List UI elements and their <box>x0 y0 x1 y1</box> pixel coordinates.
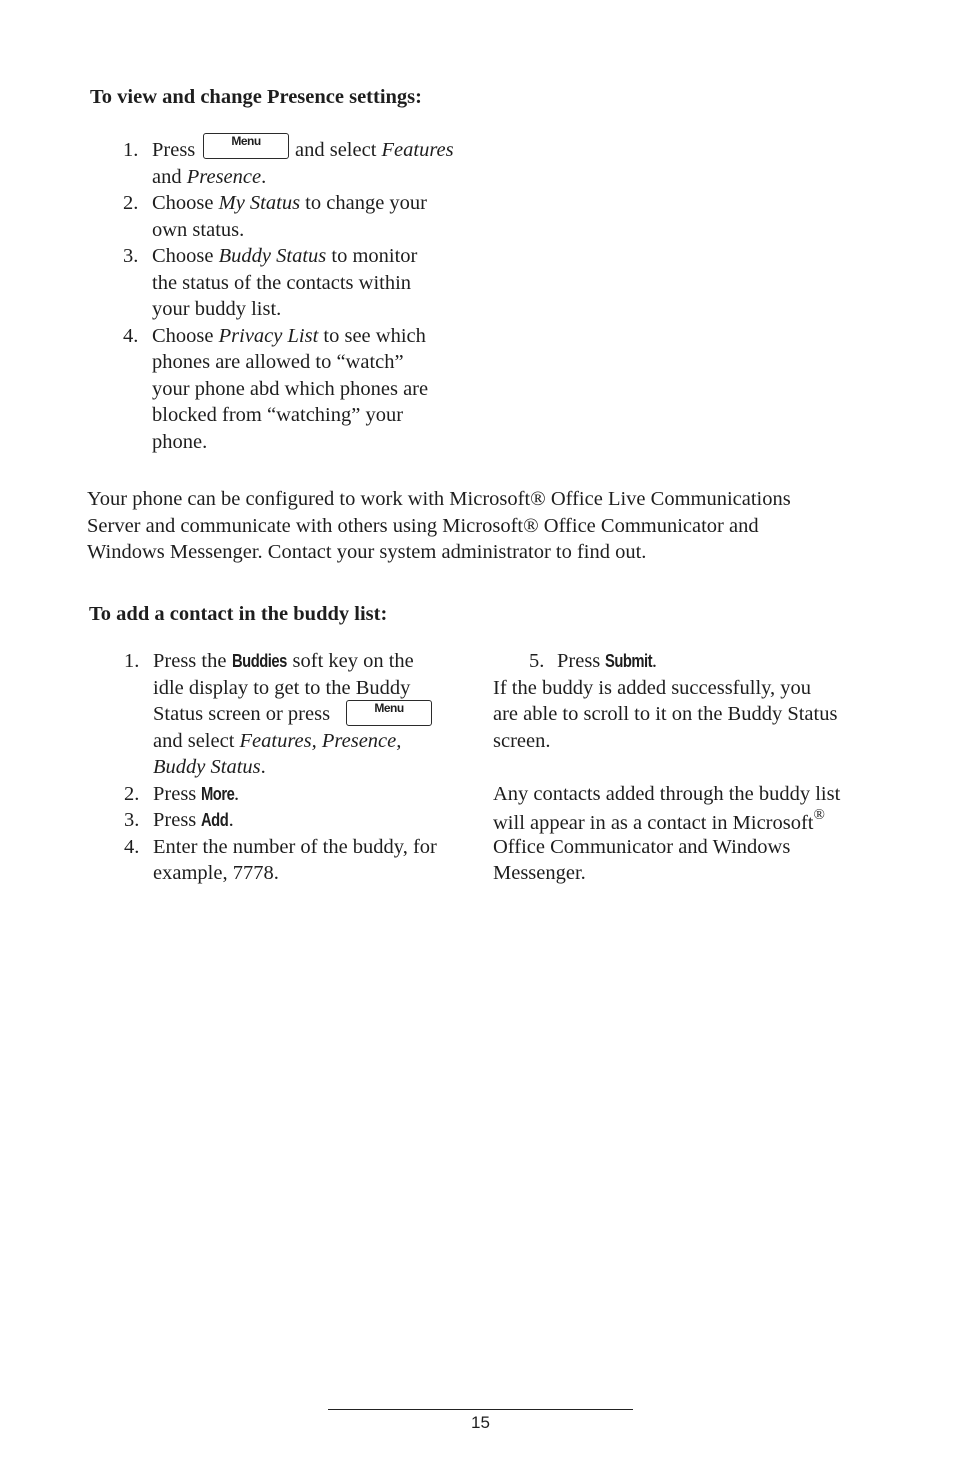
step-number: 3. <box>124 809 140 831</box>
step-text: your phone abd which phones are <box>152 378 429 400</box>
step-text: and select Features, Presence, <box>153 730 402 752</box>
menu-key-label: Menu <box>374 701 404 715</box>
footer-rule <box>328 1409 633 1410</box>
step-text: own status. <box>152 219 245 241</box>
registered-mark: ® <box>813 807 825 823</box>
section-heading-presence: To view and change Presence settings: <box>90 86 422 108</box>
paragraph-line: Windows Messenger. Contact your system administrator to find out. <box>87 541 647 563</box>
paragraph-line: Server and communicate with others using Microsoft® Office Communicator and <box>87 515 759 537</box>
step-text: the status of the contacts within <box>152 272 412 294</box>
softkey-submit: Submit <box>605 651 653 671</box>
menu-key-icon <box>346 700 432 726</box>
step-text: and Presence. <box>152 166 267 188</box>
note-paragraph-line: Messenger. <box>493 862 586 884</box>
softkey-more: More <box>201 784 235 804</box>
section-heading-add-contact: To add a contact in the buddy list: <box>89 603 388 625</box>
step-text: Enter the number of the buddy, for <box>153 836 437 858</box>
note-paragraph-line: Office Communicator and Windows <box>493 836 791 858</box>
step-number: 5. <box>529 650 545 672</box>
step-text: and select Features <box>295 139 454 161</box>
step-number: 4. <box>123 325 139 347</box>
step-text: Press the Buddies soft key on the <box>153 650 414 672</box>
step-number: 4. <box>124 836 140 858</box>
page-number: 15 <box>471 1413 490 1432</box>
step-text: Choose My Status to change your <box>152 192 427 214</box>
step-number: 1. <box>124 650 140 672</box>
softkey-buddies: Buddies <box>231 651 287 671</box>
step-number: 1. <box>123 139 139 161</box>
step-text: idle display to get to the Buddy <box>153 677 411 699</box>
step-text: Buddy Status. <box>153 756 266 778</box>
step-text: phone. <box>152 431 208 453</box>
menu-key-label: Menu <box>231 134 261 148</box>
step-text: phones are allowed to “watch” <box>152 351 404 373</box>
step-text: Press Submit. <box>557 650 657 672</box>
step-text: Choose Privacy List to see which <box>152 325 426 347</box>
result-paragraph-line: screen. <box>493 730 551 752</box>
note-paragraph-line: will appear in as a contact in Microsoft® <box>493 807 825 834</box>
step-number: 2. <box>123 192 139 214</box>
step-text: Press More. <box>153 783 240 805</box>
note-paragraph-line: Any contacts added through the buddy list <box>493 783 841 805</box>
step-text: example, 7778. <box>153 862 279 884</box>
step-text: Status screen or press <box>153 703 331 725</box>
result-paragraph-line: If the buddy is added successfully, you <box>493 677 812 699</box>
step-number: 2. <box>124 783 140 805</box>
step-text: Press <box>152 139 196 161</box>
paragraph-line: Your phone can be configured to work with Microsoft® Office Live Communications <box>87 488 791 510</box>
step-text: Press Add. <box>153 809 234 831</box>
result-paragraph-line: are able to scroll to it on the Buddy Status <box>493 703 838 725</box>
menu-key-icon <box>203 133 289 159</box>
step-text: your buddy list. <box>152 298 282 320</box>
step-text: Choose Buddy Status to monitor <box>152 245 418 267</box>
step-number: 3. <box>123 245 139 267</box>
step-text: blocked from “watching” your <box>152 404 404 426</box>
softkey-add: Add <box>201 810 229 830</box>
